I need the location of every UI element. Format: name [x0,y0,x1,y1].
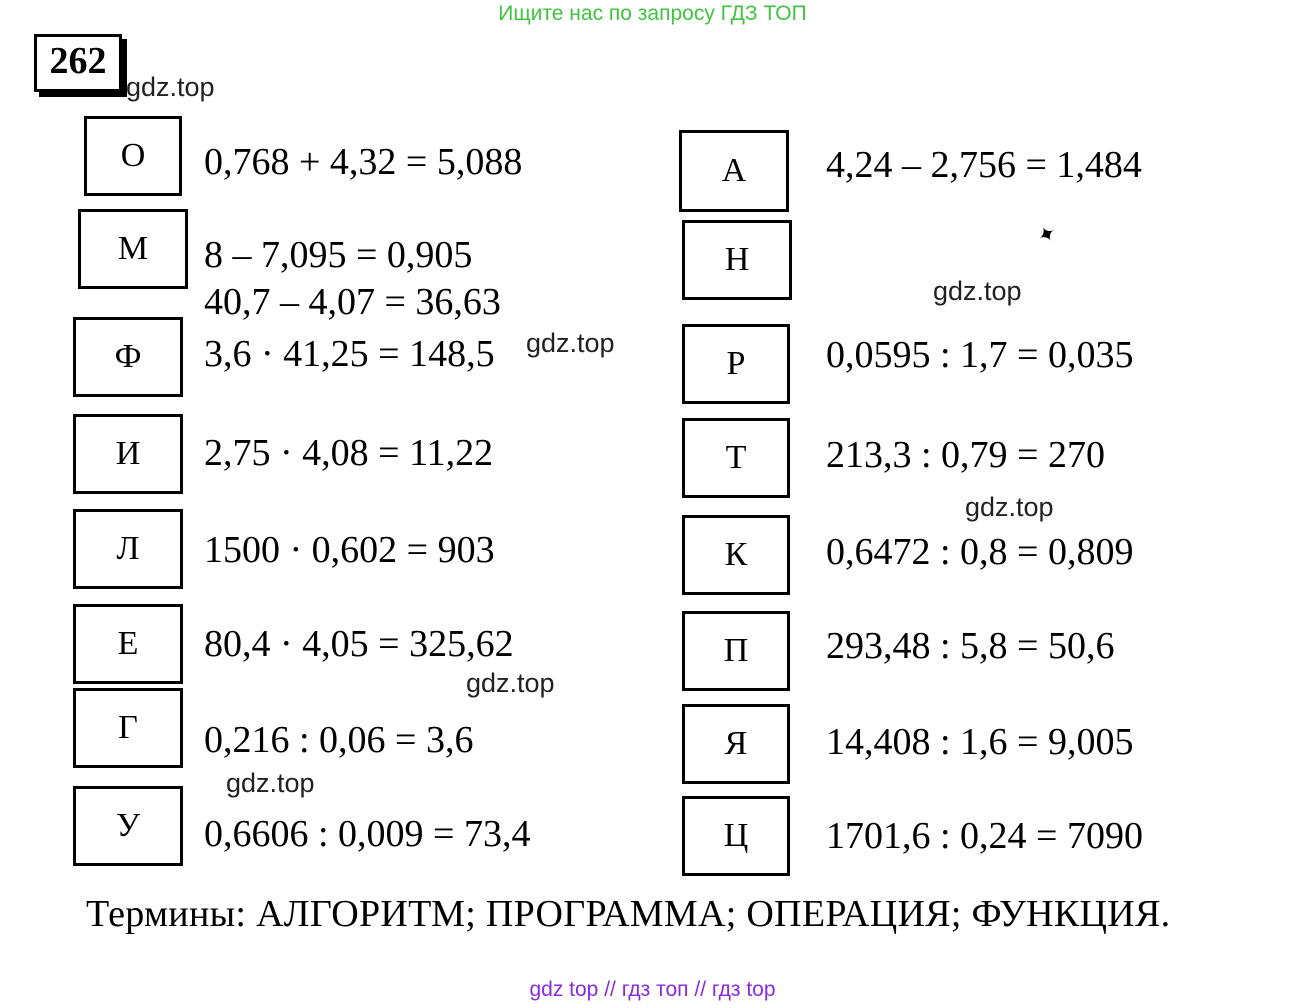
expression-ts: 1701,6 : 0,24 = 7090 [826,815,1143,857]
expression-p: 293,48 : 5,8 = 50,6 [826,625,1115,667]
expression-g: 0,216 : 0,06 = 3,6 [204,719,474,761]
watermark: gdz.top [466,668,555,698]
watermark: gdz.top [226,768,315,798]
letter-box-f: Ф [73,317,183,397]
watermark: gdz.top [126,72,215,102]
letter-box-u: У [73,786,183,866]
letter-box-g: Г [73,688,183,768]
letter-box-a: А [679,130,789,212]
expression-k: 0,6472 : 0,8 = 0,809 [826,531,1134,573]
watermark: gdz.top [526,328,615,358]
letter-box-p: П [682,611,790,691]
expression-m-2: 40,7 – 4,07 = 36,63 [204,281,501,323]
letter-box-t: Т [682,418,790,498]
ink-mark: ✦ [1032,219,1062,251]
letter-box-ya: Я [682,704,790,784]
expression-t: 213,3 : 0,79 = 270 [826,434,1105,476]
letter-box-ts: Ц [682,796,790,876]
letter-box-r: Р [682,324,790,404]
task-number: 262 [34,34,122,92]
expression-a: 4,24 – 2,756 = 1,484 [826,144,1142,186]
expression-e: 80,4 · 4,05 = 325,62 [204,623,514,665]
expression-l: 1500 · 0,602 = 903 [204,529,495,571]
letter-box-e: Е [73,604,183,684]
letter-box-m: М [78,209,188,289]
expression-r: 0,0595 : 1,7 = 0,035 [826,334,1134,376]
letter-box-k: К [682,515,790,595]
expression-ya: 14,408 : 1,6 = 9,005 [826,721,1134,763]
expression-m: 8 – 7,095 = 0,905 [204,234,473,276]
header-banner: Ищите нас по запросу ГДЗ ТОП [498,2,807,25]
letter-box-i: И [73,414,183,494]
letter-box-n: Н [682,220,792,300]
watermark: gdz.top [933,276,1022,306]
letter-box-o: О [84,116,182,196]
expression-o: 0,768 + 4,32 = 5,088 [204,141,523,183]
footer-banner: gdz top // гдз топ // гдз top [529,978,776,1001]
expression-i: 2,75 · 4,08 = 11,22 [204,432,494,474]
watermark: gdz.top [965,492,1054,522]
letter-box-l: Л [73,509,183,589]
terms-line: Термины: АЛГОРИТМ; ПРОГРАММА; ОПЕРАЦИЯ; ФУНКЦИЯ. [86,893,1171,935]
expression-f: 3,6 · 41,25 = 148,5 [204,333,495,375]
expression-u: 0,6606 : 0,009 = 73,4 [204,813,531,855]
